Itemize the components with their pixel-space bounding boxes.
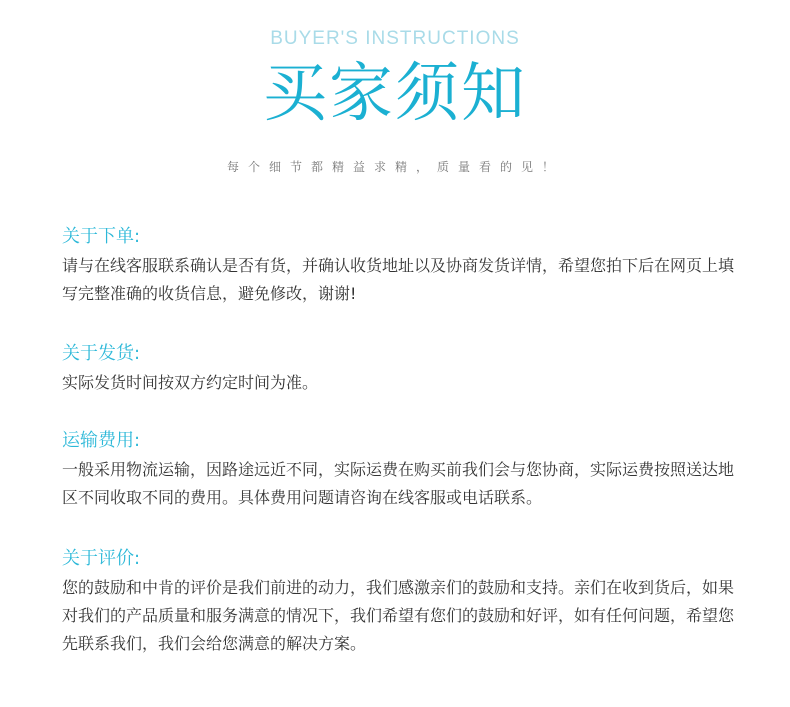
section-ordering bbox=[62, 226, 742, 308]
section-title: 关于发货: bbox=[62, 343, 141, 364]
section-title: 运输费用: bbox=[62, 430, 141, 451]
section-body: 请与在线客服联系确认是否有货，并确认收货地址以及协商发货详情，希望您拍下后在网页上填写完整准确的收货信息，避免修改，谢谢! bbox=[62, 256, 735, 303]
tagline: 每个细节都精益求精，质量看的见！ bbox=[226, 160, 563, 174]
page-title: 买家须知 bbox=[263, 57, 527, 131]
section-body: 您的鼓励和中肯的评价是我们前进的动力，我们感激亲们的鼓励和支持。亲们在收到货后，如果对我们的产品质量和服务满意的情况下，我们希望有您们的鼓励和好评，如有任何问题，希望您先联系我们，我们会给您满意的解决方案。 bbox=[62, 578, 735, 653]
section-body: 一般采用物流运输，因路途远近不同，实际运费在购买前我们会与您协商，实际运费按照送达地区不同收取不同的费用。具体费用问题请咨询在线客服或电话联系。 bbox=[62, 460, 735, 507]
section-title: 关于评价: bbox=[62, 548, 141, 569]
section-shipping bbox=[62, 343, 742, 397]
section-body: 实际发货时间按双方约定时间为准。 bbox=[62, 373, 319, 392]
english-subtitle: BUYER'S INSTRUCTIONS bbox=[270, 28, 520, 49]
section-reviews bbox=[62, 548, 742, 658]
section-freight-cost bbox=[62, 430, 742, 512]
section-title: 关于下单: bbox=[62, 226, 141, 247]
